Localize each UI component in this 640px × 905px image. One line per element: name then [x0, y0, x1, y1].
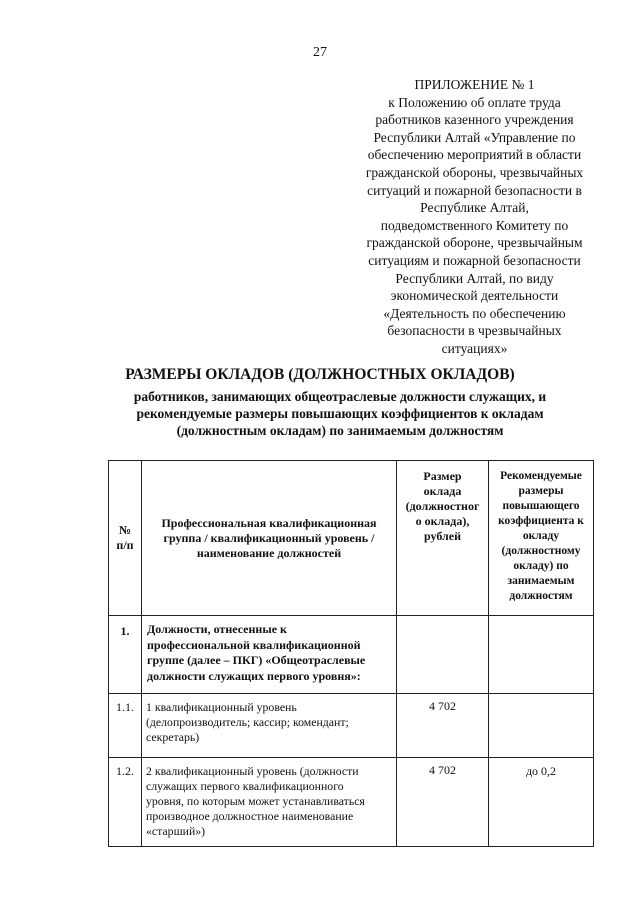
group-name-line: должности служащих первого уровня»: [147, 668, 361, 683]
header-text: должностям [509, 590, 573, 602]
group-name-line: группе (далее – ПКГ) «Общеотраслевые [147, 653, 366, 667]
header-text: № [118, 523, 132, 537]
row-name-line: производное должностное наименование [146, 809, 354, 823]
row-num-cell: 1.2. [109, 758, 142, 847]
page-number: 27 [313, 45, 327, 60]
group-name-cell [142, 616, 397, 694]
group-name-line: Должности, отнесенные к [147, 622, 287, 636]
appendix-block [337, 76, 612, 358]
header-text: рублей [423, 529, 462, 543]
header-text: размеры [518, 485, 564, 497]
header-text: Рекомендуемые [500, 470, 582, 482]
subtitle-line: рекомендуемые размеры повышающих коэффициентов к окладам [136, 406, 544, 421]
row-salary-cell: 4 702 [397, 694, 489, 758]
header-text: (должностному [501, 545, 581, 557]
group-coef-cell [489, 616, 594, 694]
header-coef-cell [489, 461, 594, 616]
appendix-line: безопасности в чрезвычайных [387, 323, 562, 339]
group-num-cell: 1. [109, 616, 142, 694]
header-text: группа / квалификационный уровень / [163, 530, 375, 545]
appendix-line: к Положению об оплате труда [388, 94, 561, 110]
row-coef-cell [489, 694, 594, 758]
row-name-line: секретарь) [146, 730, 200, 744]
appendix-line: ПРИЛОЖЕНИЕ № 1 [414, 77, 535, 92]
row-name-line: «старший») [146, 824, 206, 838]
appendix-line: ситуациям и пожарной безопасности [368, 252, 581, 268]
header-text: оклада [423, 484, 462, 498]
document-title: РАЗМЕРЫ ОКЛАДОВ (ДОЛЖНОСТНЫХ ОКЛАДОВ) [125, 366, 515, 383]
appendix-line: гражданской обороны, чрезвычайных [365, 164, 584, 180]
header-text: коэффициента к [498, 515, 584, 527]
header-num-cell [109, 461, 142, 616]
row-name-cell [142, 694, 397, 758]
subtitle-line: работников, занимающих общеотраслевые должности служащих, и [133, 389, 547, 404]
row-coef-cell: до 0,2 [489, 758, 594, 847]
header-text: окладу) по [513, 560, 569, 572]
row-name-line: 2 квалификационный уровень (должности [146, 764, 359, 778]
header-text: окладу [522, 530, 560, 542]
header-text: Размер [423, 469, 462, 483]
row-salary-cell: 4 702 [397, 758, 489, 847]
header-name-cell [142, 461, 397, 616]
appendix-line: Республике Алтай, [420, 200, 529, 216]
appendix-line: экономической деятельности [390, 288, 559, 304]
table-row [109, 694, 594, 758]
header-text: п/п [116, 538, 134, 552]
header-text: занимаемым [507, 575, 575, 587]
document-subtitle [100, 388, 580, 439]
header-text: (должностног [405, 499, 480, 513]
header-text: наименование должностей [196, 545, 342, 560]
salary-table [108, 460, 594, 847]
appendix-line: Республики Алтай «Управление по [373, 129, 576, 145]
row-name-line: уровня, по которым может устанавливаться [146, 794, 365, 808]
row-num-cell: 1.1. [109, 694, 142, 758]
group-name-line: профессиональной квалификационной [147, 637, 361, 652]
row-name-cell [142, 758, 397, 847]
appendix-line: подведомственного Комитету по [380, 217, 569, 233]
subtitle-line: (должностным окладам) по занимаемым должностям [176, 423, 504, 438]
table-group-row [109, 616, 594, 694]
header-salary-cell [397, 461, 489, 616]
appendix-line: ситуациях» [441, 340, 508, 356]
row-name-line: (делопроизводитель; кассир; комендант; [146, 715, 349, 729]
header-text: Профессиональная квалификационная [161, 515, 377, 530]
appendix-line: работников казенного учреждения [375, 112, 574, 128]
table-header-row [109, 461, 594, 616]
row-name-line: 1 квалификационный уровень [146, 700, 297, 714]
appendix-line: ситуаций и пожарной безопасности в [367, 182, 582, 198]
appendix-line: «Деятельность по обеспечению [383, 305, 566, 321]
header-text: о оклада), [415, 514, 470, 528]
appendix-line: Республики Алтай, по виду [395, 270, 554, 286]
row-name-line: служащих первого квалификационного [146, 779, 344, 793]
group-salary-cell [397, 616, 489, 694]
appendix-line: гражданской обороне, чрезвычайным [366, 235, 583, 251]
table-row [109, 758, 594, 847]
header-text: повышающего [502, 500, 580, 512]
appendix-line: обеспечению мероприятий в области [367, 147, 582, 163]
